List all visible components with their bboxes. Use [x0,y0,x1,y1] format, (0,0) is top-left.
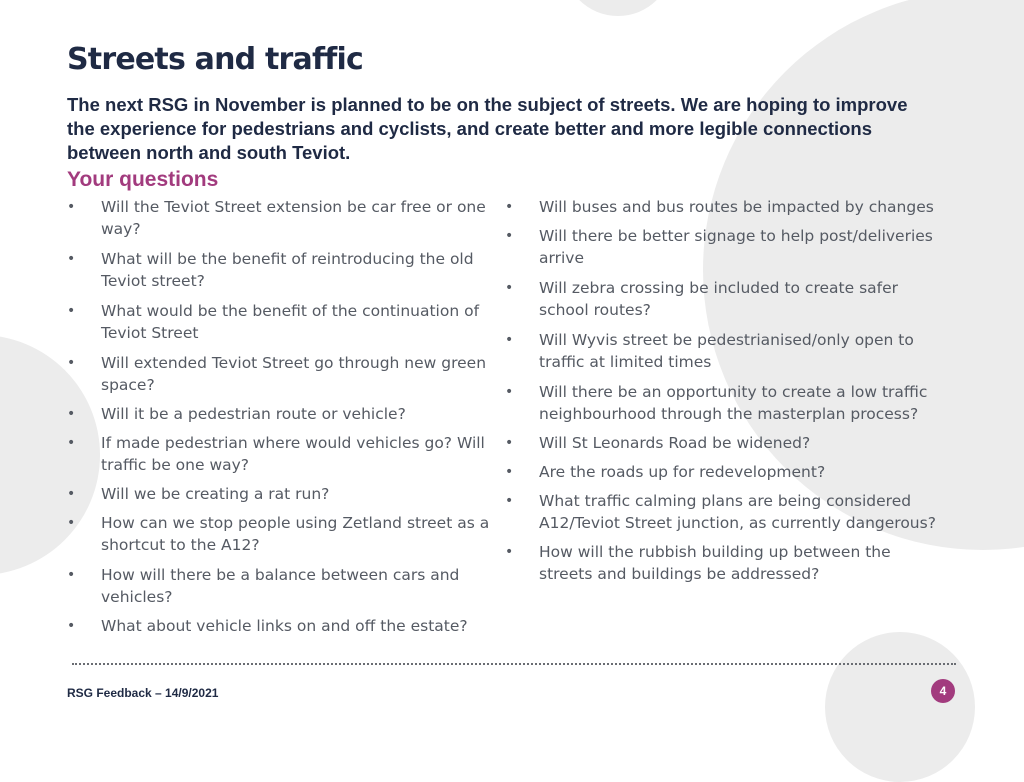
bullet-icon: • [67,303,76,319]
question-item [505,490,945,534]
question-item [67,483,507,505]
question-item [505,381,945,425]
question-item [505,277,945,321]
bullet-icon: • [67,406,76,422]
bullet-icon: • [67,251,76,267]
bullet-icon: • [67,618,76,634]
question-item [67,564,507,608]
question-text: How will the rubbish building up between the streets and buildings be addressed? [539,543,891,583]
page-number-badge: 4 [931,679,955,703]
bullet-icon: • [505,435,514,451]
footer-divider [72,663,956,665]
question-item [67,248,507,292]
bullet-icon: • [505,384,514,400]
questions-heading: Your questions [67,168,219,191]
question-item [67,512,507,556]
bullet-icon: • [505,544,514,560]
question-item [505,432,945,454]
footer-text: RSG Feedback – 14/9/2021 [67,686,219,700]
bullet-icon: • [505,199,514,215]
bullet-icon: • [505,228,514,244]
question-text: How can we stop people using Zetland street as a shortcut to the A12? [101,514,490,554]
bullet-icon: • [67,515,76,531]
question-text: Will there be an opportunity to create a low traffic neighbourhood through the masterplan process? [539,383,928,423]
question-text: Are the roads up for redevelopment? [539,463,826,481]
question-text: What about vehicle links on and off the estate? [101,617,468,635]
question-item [505,461,945,483]
bullet-icon: • [67,355,76,371]
left-questions-list [67,196,507,637]
bullet-icon: • [67,435,76,451]
intro-paragraph: The next RSG in November is planned to be on the subject of streets. We are hoping to improve the experience for pedestrians and cyclists, and create better and more legible connections between north and south Teviot. [67,94,908,163]
page-title: Streets and traffic [67,42,363,77]
question-text: If made pedestrian where would vehicles go? Will traffic be one way? [101,434,485,474]
question-text: Will buses and bus routes be impacted by changes [539,198,934,216]
question-text: Will it be a pedestrian route or vehicle? [101,405,406,423]
question-text: Will Wyvis street be pedestrianised/only open to traffic at limited times [539,331,914,371]
question-text: What would be the benefit of the continuation of Teviot Street [101,302,480,342]
right-questions-list [505,196,945,585]
question-text: Will we be creating a rat run? [101,485,330,503]
question-text: Will St Leonards Road be widened? [539,434,811,452]
question-item [67,432,507,476]
bullet-icon: • [67,199,76,215]
question-text: Will extended Teviot Street go through new green space? [101,354,487,394]
decorative-circle-top [563,0,673,16]
bullet-icon: • [67,567,76,583]
question-item [505,196,945,218]
question-item [505,329,945,373]
decorative-circle-bottom [825,632,975,782]
bullet-icon: • [505,280,514,296]
question-text: Will zebra crossing be included to create safer school routes? [539,279,899,319]
question-text: What will be the benefit of reintroducing the old Teviot street? [101,250,474,290]
question-text: What traffic calming plans are being considered A12/Teviot Street junction, as currently dangerous? [539,492,936,532]
bullet-icon: • [505,332,514,348]
question-item [505,541,945,585]
bullet-icon: • [505,464,514,480]
bullet-icon: • [505,493,514,509]
question-text: How will there be a balance between cars and vehicles? [101,566,460,606]
question-text: Will there be better signage to help post/deliveries arrive [539,227,933,267]
question-item [67,352,507,396]
question-item [67,403,507,425]
question-item [67,300,507,344]
question-item [67,196,507,240]
question-item [67,615,507,637]
bullet-icon: • [67,486,76,502]
question-item [505,225,945,269]
question-text: Will the Teviot Street extension be car free or one way? [101,198,486,238]
